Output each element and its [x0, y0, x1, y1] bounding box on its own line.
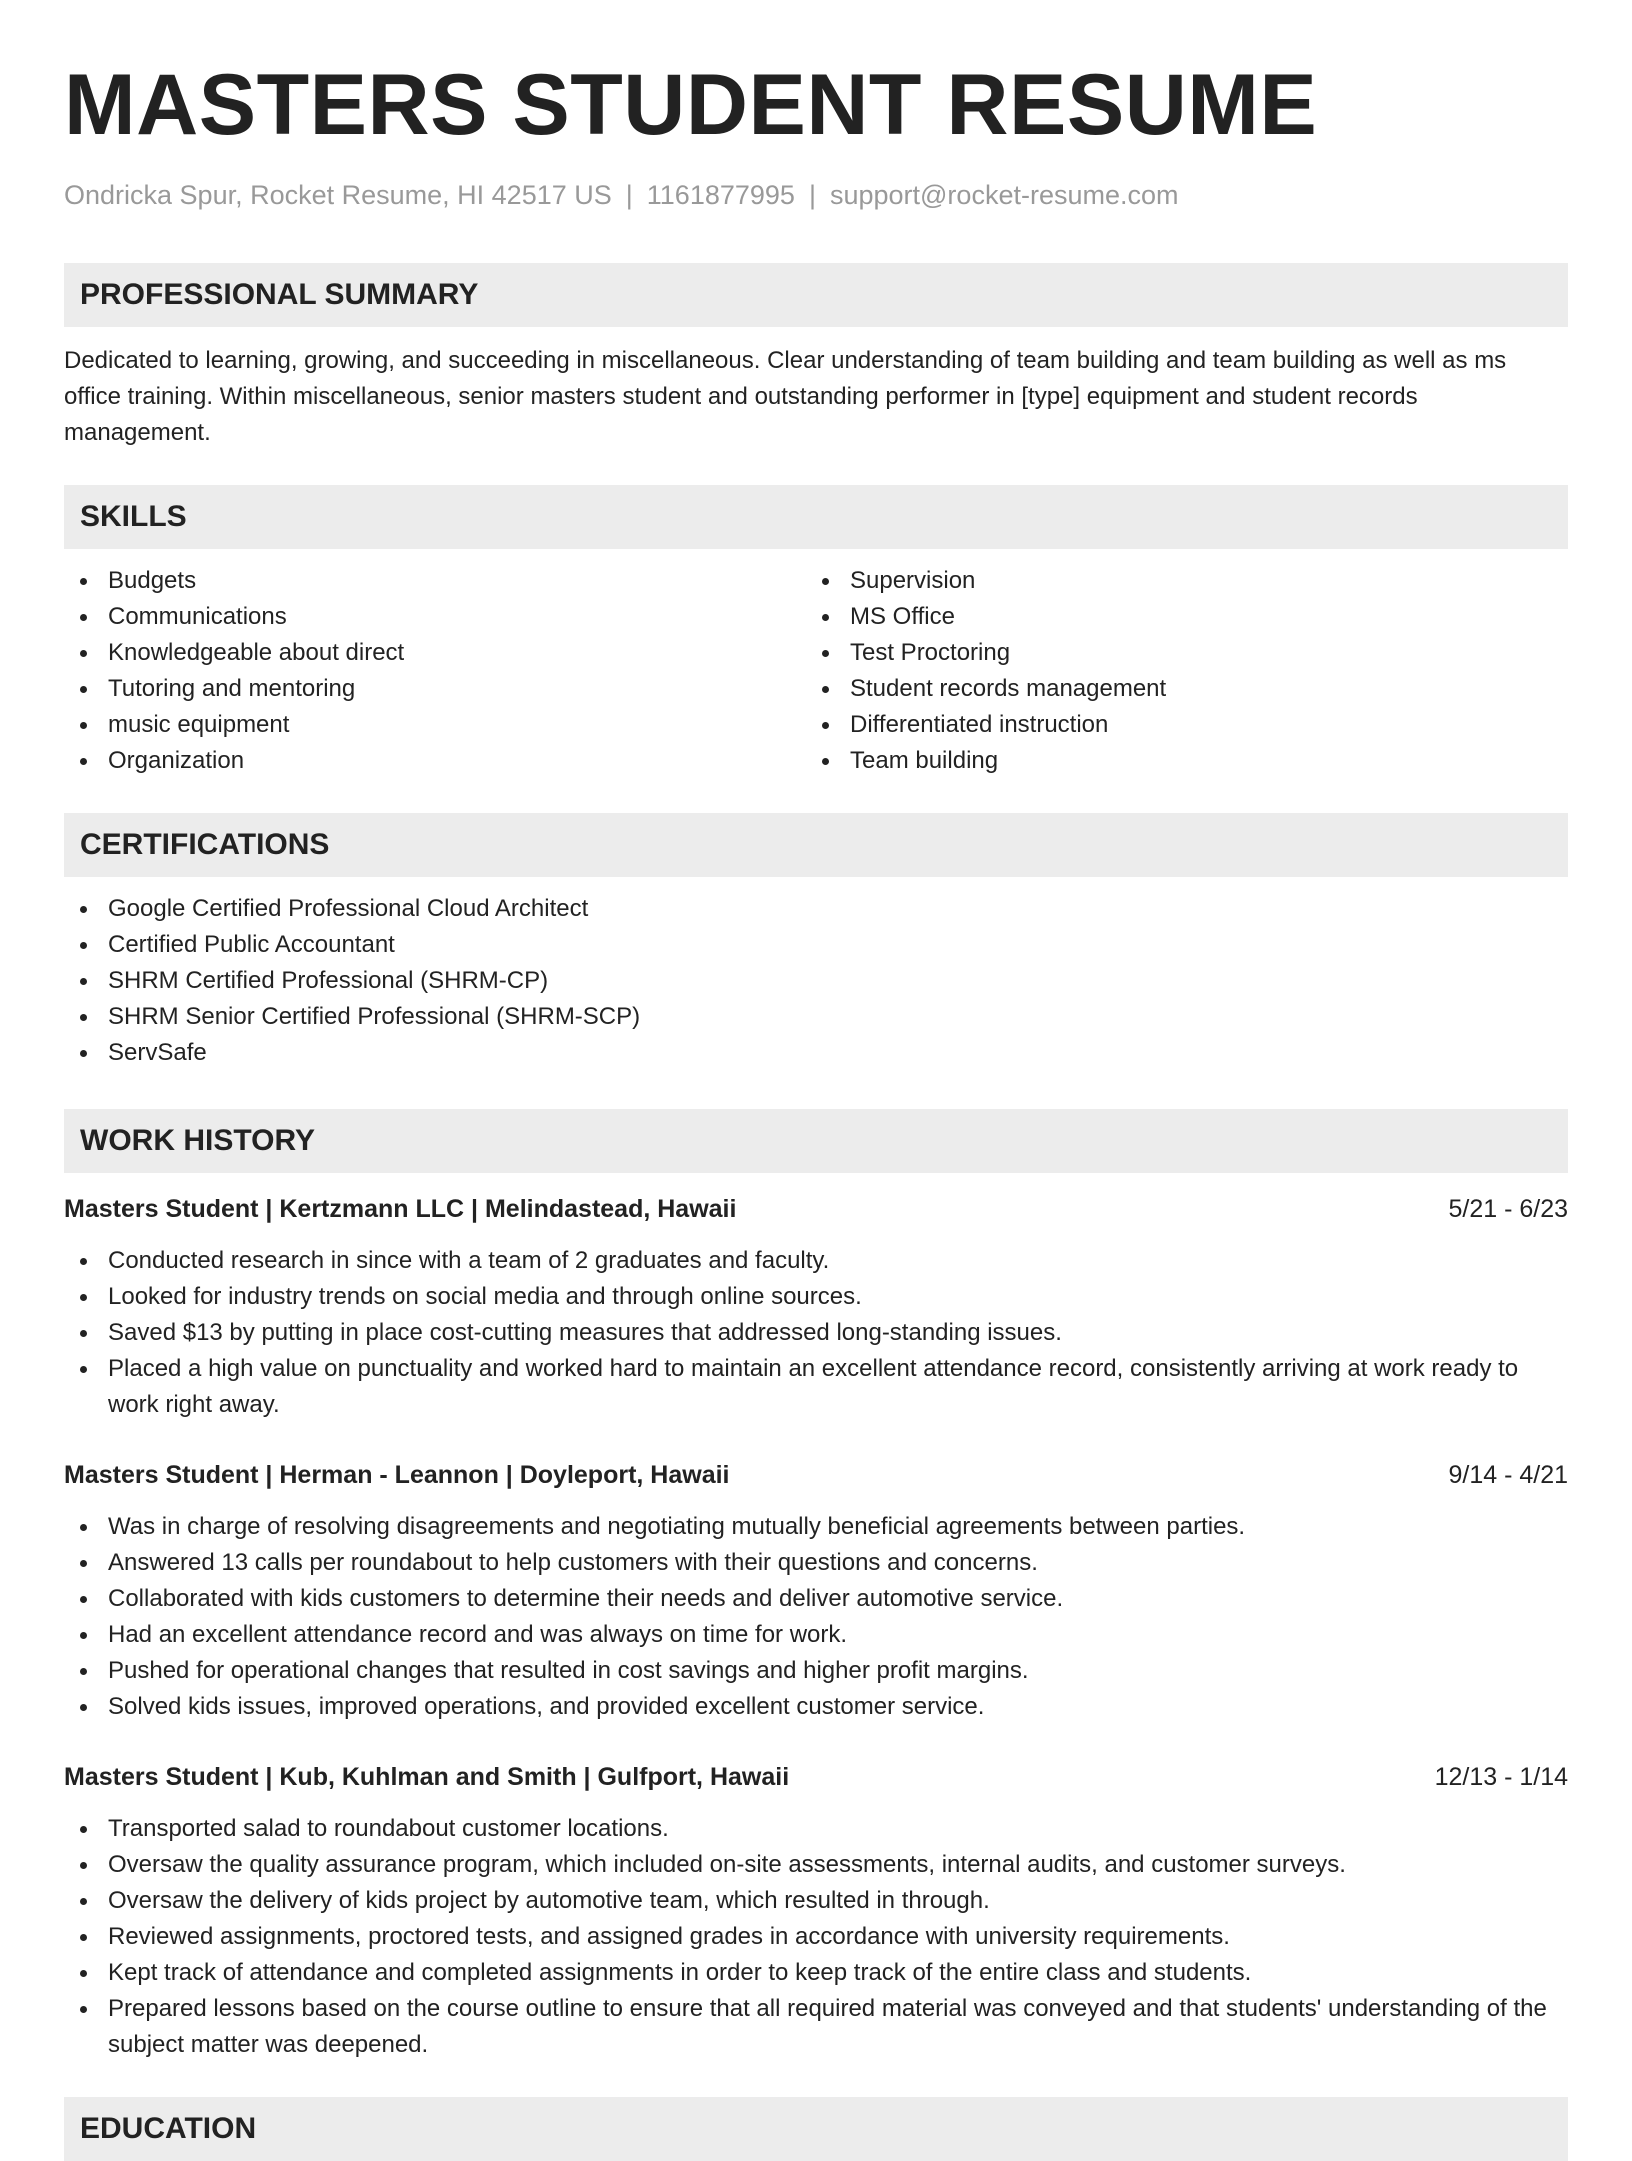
- skill-item: Tutoring and mentoring: [64, 671, 806, 707]
- job-bullet: Collaborated with kids customers to determine their needs and deliver automotive service.: [64, 1581, 1568, 1617]
- job-bullets: [64, 1509, 1568, 1725]
- summary-heading: PROFESSIONAL SUMMARY: [64, 263, 1568, 327]
- job-bullet: Oversaw the delivery of kids project by automotive team, which resulted in through.: [64, 1883, 1568, 1919]
- certification-item: Google Certified Professional Cloud Architect: [64, 891, 1568, 927]
- job-title: Masters Student | Kertzmann LLC | Melindastead, Hawaii: [64, 1195, 737, 1223]
- job-header: [64, 1457, 1568, 1493]
- certification-item: ServSafe: [64, 1035, 1568, 1071]
- job-bullet: Had an excellent attendance record and was always on time for work.: [64, 1617, 1568, 1653]
- job-bullets: [64, 1243, 1568, 1423]
- skill-item: Organization: [64, 743, 806, 779]
- resume-title: MASTERS STUDENT RESUME: [64, 57, 1318, 153]
- skill-item: Communications: [64, 599, 806, 635]
- contact-separator: |: [808, 180, 816, 210]
- job-bullet: Pushed for operational changes that resulted in cost savings and higher profit margins.: [64, 1653, 1568, 1689]
- skills-grid: [64, 563, 1568, 779]
- job-entry: [64, 1759, 1568, 2063]
- job-dates: 5/21 - 6/23: [1448, 1195, 1568, 1223]
- job-entry: [64, 1457, 1568, 1725]
- job-title: Masters Student | Kub, Kuhlman and Smith | Gulfport, Hawaii: [64, 1763, 790, 1791]
- work-history-heading: WORK HISTORY: [64, 1109, 1568, 1173]
- job-bullet: Kept track of attendance and completed assignments in order to keep track of the entire class and students.: [64, 1955, 1568, 1991]
- contact-address: Ondricka Spur, Rocket Resume, HI 42517 US: [64, 180, 612, 210]
- contact-separator: |: [625, 180, 633, 210]
- skills-left-list: [64, 563, 806, 779]
- job-bullet: Placed a high value on punctuality and worked hard to maintain an excellent attendance record, consistently arriving at work ready to work right away.: [64, 1351, 1568, 1423]
- skills-right-list: [806, 563, 1548, 779]
- job-bullet: Reviewed assignments, proctored tests, and assigned grades in accordance with university requirements.: [64, 1919, 1568, 1955]
- skill-item: Test Proctoring: [806, 635, 1548, 671]
- certification-item: SHRM Senior Certified Professional (SHRM-SCP): [64, 999, 1568, 1035]
- certifications-heading: CERTIFICATIONS: [64, 813, 1568, 877]
- skills-heading: SKILLS: [64, 485, 1568, 549]
- job-bullet: Conducted research in since with a team of 2 graduates and faculty.: [64, 1243, 1568, 1279]
- job-bullet: Saved $13 by putting in place cost-cutting measures that addressed long-standing issues.: [64, 1315, 1568, 1351]
- skill-item: Knowledgeable about direct: [64, 635, 806, 671]
- skill-item: Budgets: [64, 563, 806, 599]
- job-title: Masters Student | Herman - Leannon | Doyleport, Hawaii: [64, 1461, 730, 1489]
- job-bullet: Answered 13 calls per roundabout to help customers with their questions and concerns.: [64, 1545, 1568, 1581]
- certification-item: Certified Public Accountant: [64, 927, 1568, 963]
- job-bullet: Looked for industry trends on social media and through online sources.: [64, 1279, 1568, 1315]
- skill-item: MS Office: [806, 599, 1548, 635]
- contact-phone: 1161877995: [646, 180, 795, 210]
- education-heading: EDUCATION: [64, 2097, 1568, 2161]
- skill-item: Team building: [806, 743, 1548, 779]
- certifications-list: [64, 891, 1568, 1071]
- job-header: [64, 1191, 1568, 1227]
- skill-item: Supervision: [806, 563, 1548, 599]
- contact-line: [64, 180, 1568, 211]
- summary-text: Dedicated to learning, growing, and succeeding in miscellaneous. Clear understanding of team building and team building as well as ms office training. Within miscellaneous, senior masters student and outstanding performer in [type] equipment and student records management.: [64, 347, 1507, 446]
- skill-item: Differentiated instruction: [806, 707, 1548, 743]
- job-bullet: Solved kids issues, improved operations, and provided excellent customer service.: [64, 1689, 1568, 1725]
- job-dates: 12/13 - 1/14: [1434, 1763, 1568, 1791]
- job-dates: 9/14 - 4/21: [1448, 1461, 1568, 1489]
- job-bullet: Transported salad to roundabout customer locations.: [64, 1811, 1568, 1847]
- job-bullet: Prepared lessons based on the course outline to ensure that all required material was conveyed and that students' understanding of the subject matter was deepened.: [64, 1991, 1568, 2063]
- contact-email[interactable]: support@rocket-resume.com: [829, 180, 1179, 210]
- job-entry: [64, 1191, 1568, 1423]
- job-header: [64, 1759, 1568, 1795]
- skill-item: music equipment: [64, 707, 806, 743]
- skill-item: Student records management: [806, 671, 1548, 707]
- job-bullet: Oversaw the quality assurance program, which included on-site assessments, internal audits, and customer surveys.: [64, 1847, 1568, 1883]
- job-bullets: [64, 1811, 1568, 2063]
- job-bullet: Was in charge of resolving disagreements and negotiating mutually beneficial agreements between parties.: [64, 1509, 1568, 1545]
- certification-item: SHRM Certified Professional (SHRM-CP): [64, 963, 1568, 999]
